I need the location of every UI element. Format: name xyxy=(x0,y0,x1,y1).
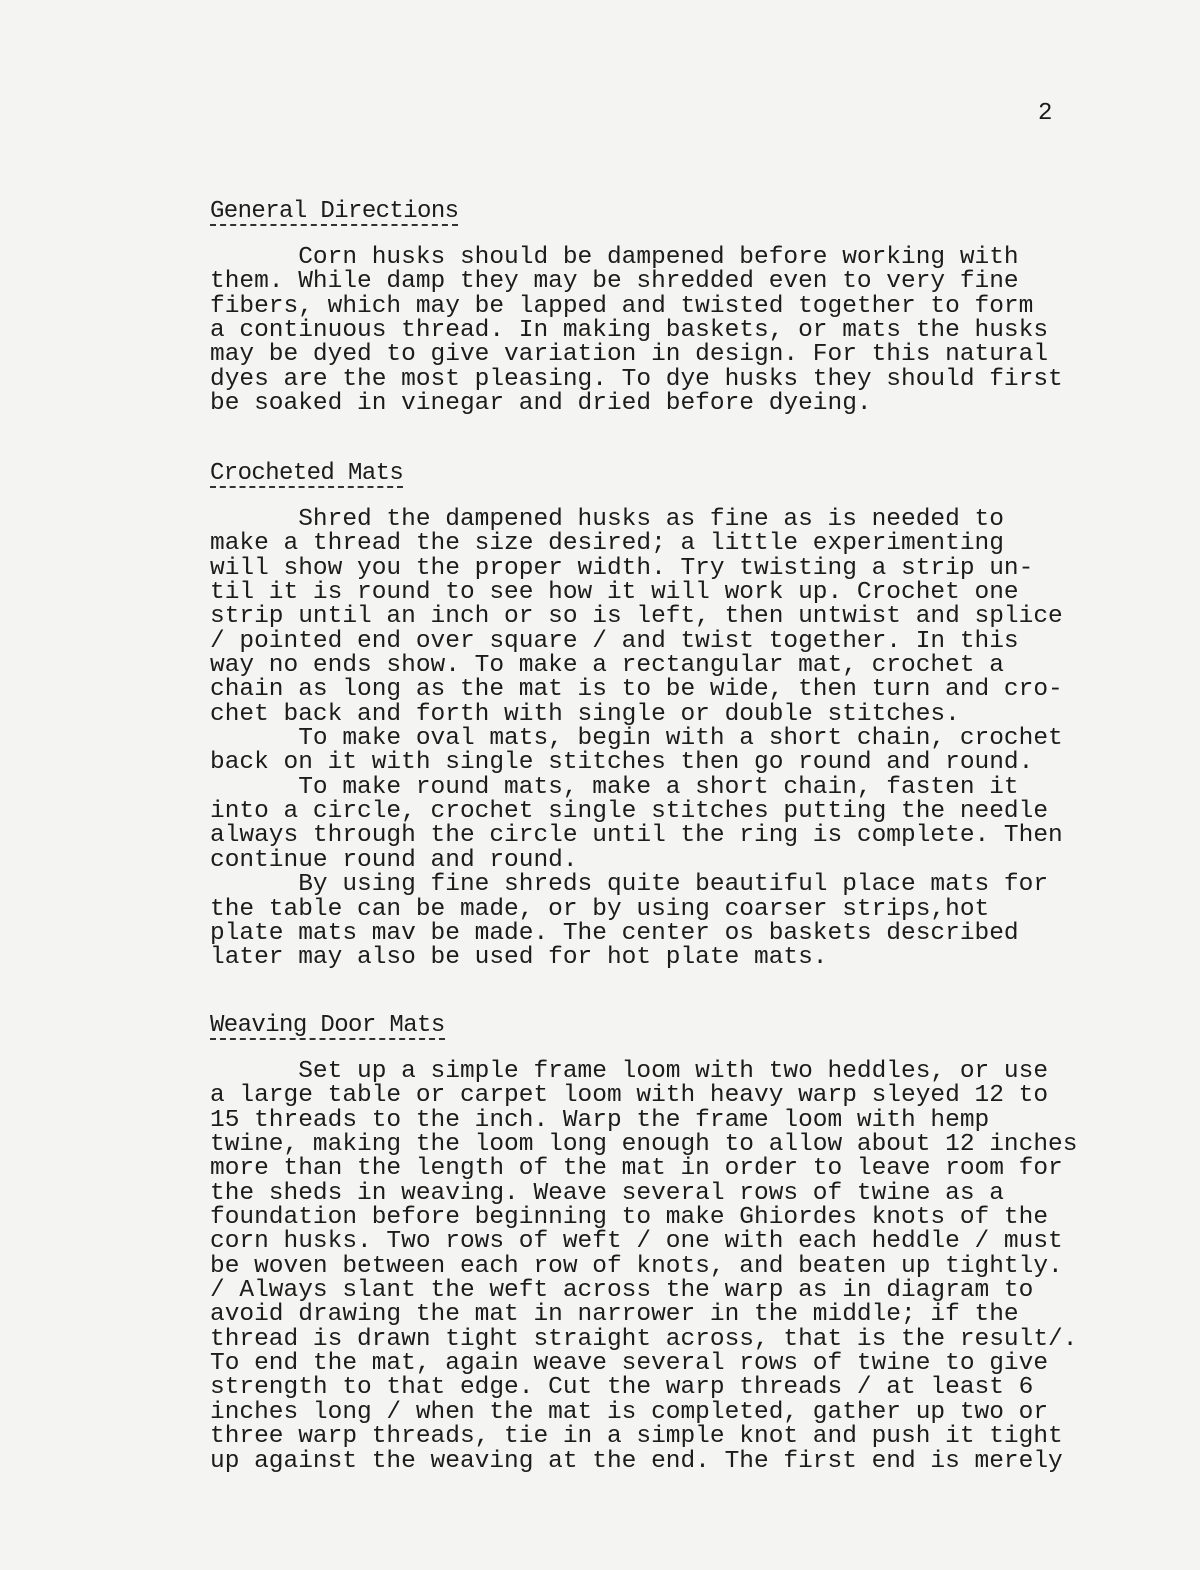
text-line: up against the weaving at the end. The first end is merely xyxy=(210,1447,1063,1475)
text-line: fibers, which may be lapped and twisted together to form xyxy=(210,292,1034,320)
text-line: twine, making the loom long enough to allow about 12 inches xyxy=(210,1131,1078,1159)
text-line: a large table or carpet loom with heavy warp sleyed 12 to xyxy=(210,1082,1049,1110)
text-line: til it is round to see how it will work up. Crochet one xyxy=(210,579,1019,607)
text-line: be woven between each row of knots, and beaten up tightly. xyxy=(210,1252,1063,1280)
text-line: strip until an inch or so is left, then untwist and splice xyxy=(210,603,1063,631)
text-line: may be dyed to give variation in design. For this natural xyxy=(210,341,1049,369)
text-line: chain as long as the mat is to be wide, then turn and cro- xyxy=(210,676,1063,704)
page-number: 2 xyxy=(1038,100,1053,127)
text-line: plate mats mav be made. The center os baskets described xyxy=(210,919,1019,947)
section-body-general-directions xyxy=(210,246,1063,416)
text-line: always through the circle until the ring is complete. Then xyxy=(210,822,1063,850)
text-line: To end the mat, again weave several rows of twine to give xyxy=(210,1350,1049,1378)
section-heading-general-directions: General Directions xyxy=(210,198,459,225)
text-line: will show you the proper width. Try twisting a strip un- xyxy=(210,554,1034,582)
text-line: into a circle, crochet single stitches putting the needle xyxy=(210,798,1049,826)
text-line: make a thread the size desired; a little experimenting xyxy=(210,530,1004,558)
section-body-weaving-door-mats xyxy=(210,1060,1077,1474)
text-line: To make oval mats, begin with a short chain, crochet xyxy=(210,725,1063,753)
text-line: the sheds in weaving. Weave several rows of twine as a xyxy=(210,1179,1004,1207)
text-line: corn husks. Two rows of weft / one with each heddle / must xyxy=(210,1228,1063,1256)
text-line: / Always slant the weft across the warp as in diagram to xyxy=(210,1277,1034,1305)
text-line: three warp threads, tie in a simple knot and push it tight xyxy=(210,1423,1063,1451)
text-line: inches long / when the mat is completed, gather up two or xyxy=(210,1398,1049,1426)
text-line: Shred the dampened husks as fine as is needed to xyxy=(210,506,1004,533)
text-line: way no ends show. To make a rectangular mat, crochet a xyxy=(210,652,1004,680)
text-line: back on it with single stitches then go round and round. xyxy=(210,749,1034,777)
text-line: more than the length of the mat in order to leave room for xyxy=(210,1155,1063,1183)
text-line: By using fine shreds quite beautiful place mats for xyxy=(210,871,1049,899)
text-line: chet back and forth with single or double stitches. xyxy=(210,700,960,728)
text-line: Corn husks should be dampened before working with xyxy=(210,244,1019,271)
text-line: 15 threads to the inch. Warp the frame loom with hemp xyxy=(210,1106,990,1134)
text-line: the table can be made, or by using coarser strips,hot xyxy=(210,895,990,923)
text-line: a continuous thread. In making baskets, or mats the husks xyxy=(210,317,1049,345)
text-line: thread is drawn tight straight across, that is the result/. xyxy=(210,1325,1078,1353)
text-line: / pointed end over square / and twist together. In this xyxy=(210,627,1019,655)
text-line: foundation before beginning to make Ghiordes knots of the xyxy=(210,1204,1049,1232)
text-line: Set up a simple frame loom with two heddles, or use xyxy=(210,1058,1049,1085)
text-line: dyes are the most pleasing. To dye husks they should first xyxy=(210,365,1063,393)
text-line: To make round mats, make a short chain, fasten it xyxy=(210,773,1019,801)
text-line: strength to that edge. Cut the warp threads / at least 6 xyxy=(210,1374,1034,1402)
section-body-crocheted-mats xyxy=(210,508,1063,971)
text-line: avoid drawing the mat in narrower in the middle; if the xyxy=(210,1301,1019,1329)
text-line: be soaked in vinegar and dried before dyeing. xyxy=(210,390,872,418)
section-heading-weaving-door-mats: Weaving Door Mats xyxy=(210,1012,445,1039)
section-heading-crocheted-mats: Crocheted Mats xyxy=(210,460,404,487)
text-line: later may also be used for hot plate mats. xyxy=(210,944,828,972)
text-line: them. While damp they may be shredded even to very fine xyxy=(210,268,1019,296)
text-line: continue round and round. xyxy=(210,846,578,874)
